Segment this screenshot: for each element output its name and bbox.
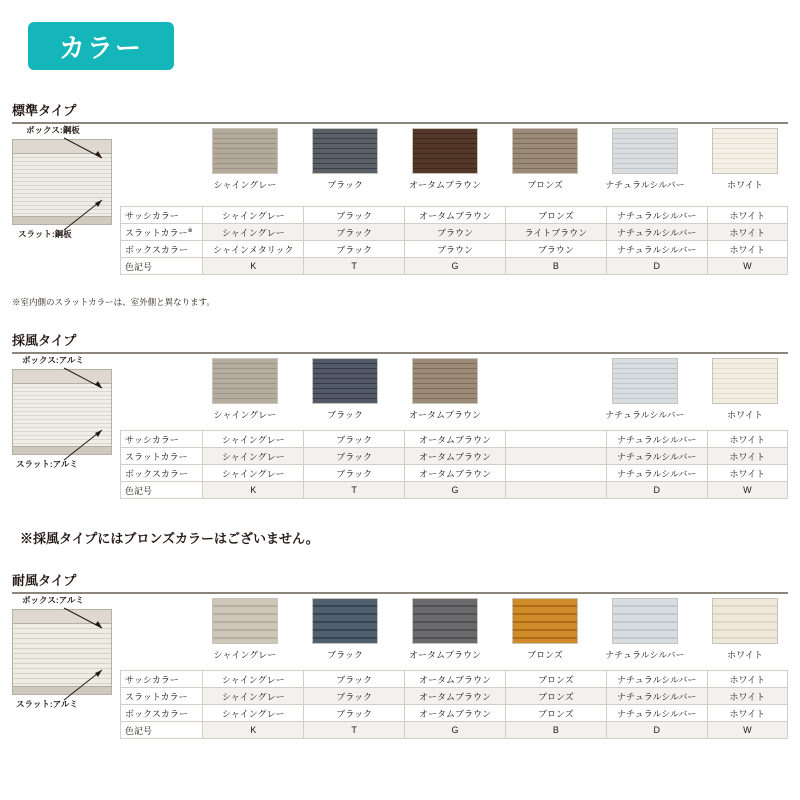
swatch-cell	[395, 598, 495, 661]
swatch-color-natural-silver	[612, 598, 678, 644]
swatch-label: ホワイト	[727, 650, 763, 660]
cell: K	[203, 258, 304, 275]
cell: ホワイト	[707, 688, 787, 705]
swatch-color-white	[712, 358, 778, 404]
swatch-cell	[595, 128, 695, 191]
cell: ブラック	[304, 465, 405, 482]
section-ventilation	[0, 330, 800, 354]
swatch-label: ナチュラルシルバー	[605, 650, 685, 660]
swatch-color-white	[712, 128, 778, 174]
illus-slat-label-standard: スラット:鋼板	[18, 229, 72, 239]
cell: オータムブラウン	[405, 705, 506, 722]
cell: T	[304, 258, 405, 275]
swatch-row-windproof	[195, 598, 795, 661]
cell: G	[405, 258, 506, 275]
swatch-cell	[295, 128, 395, 191]
row-label: サッシカラー	[121, 207, 203, 224]
cell: シャイングレー	[203, 224, 304, 241]
swatch-cell	[195, 358, 295, 421]
cell: ナチュラルシルバー	[606, 688, 707, 705]
table-row	[121, 448, 788, 465]
section-standard	[0, 100, 800, 124]
cell: ナチュラルシルバー	[606, 207, 707, 224]
swatch-cell	[495, 598, 595, 661]
swatch-color-autumn-brown	[412, 128, 478, 174]
cell: B	[505, 258, 606, 275]
spec-table-ventilation	[120, 430, 788, 499]
swatch-color-white	[712, 598, 778, 644]
cell: G	[405, 482, 506, 499]
row-label: ボックスカラー	[121, 241, 203, 258]
section-title-standard: 標準タイプ	[12, 103, 77, 118]
table-row	[121, 224, 788, 241]
cell: K	[203, 722, 304, 739]
cell: ホワイト	[707, 241, 787, 258]
cell: シャイングレー	[203, 448, 304, 465]
swatch-color-bronze	[512, 128, 578, 174]
cell: K	[203, 482, 304, 499]
swatch-color-shine-gray	[212, 598, 278, 644]
cell: ブラウン	[405, 224, 506, 241]
cell: ホワイト	[707, 207, 787, 224]
cell: ホワイト	[707, 448, 787, 465]
spec-table-standard	[120, 206, 788, 275]
swatch-row-ventilation	[195, 358, 795, 421]
cell: シャイングレー	[203, 431, 304, 448]
swatch-label: オータムブラウン	[408, 650, 481, 660]
swatch-label: シャイングレー	[213, 410, 277, 420]
cell: オータムブラウン	[405, 671, 506, 688]
row-label: 色記号	[121, 482, 203, 499]
section-divider	[12, 352, 788, 354]
swatch-color-black	[312, 128, 378, 174]
swatch-color-natural-silver	[612, 128, 678, 174]
cell-empty	[505, 448, 606, 465]
cell: ホワイト	[707, 705, 787, 722]
swatch-cell	[295, 358, 395, 421]
cell: ナチュラルシルバー	[606, 431, 707, 448]
cell: ブロンズ	[505, 671, 606, 688]
swatch-label: ブラック	[327, 410, 363, 420]
row-label-text: スラットカラー	[125, 227, 188, 238]
cell: D	[606, 258, 707, 275]
cell: ブラック	[304, 448, 405, 465]
cell: W	[707, 722, 787, 739]
pointer-arrow-slat-standard	[62, 196, 108, 232]
cell: シャインメタリック	[203, 241, 304, 258]
cell: ブラック	[304, 224, 405, 241]
row-label: 色記号	[121, 258, 203, 275]
table-row	[121, 722, 788, 739]
cell: ホワイト	[707, 431, 787, 448]
cell: ホワイト	[707, 671, 787, 688]
cell: ナチュラルシルバー	[606, 465, 707, 482]
swatch-color-shine-gray	[212, 128, 278, 174]
cell: シャイングレー	[203, 705, 304, 722]
swatch-color-bronze	[512, 598, 578, 644]
swatch-label: ブラック	[327, 180, 363, 190]
table-row	[121, 465, 788, 482]
cell: D	[606, 482, 707, 499]
section-windproof	[0, 570, 800, 594]
swatch-label: シャイングレー	[213, 180, 277, 190]
cell-empty	[505, 465, 606, 482]
row-label: サッシカラー	[121, 431, 203, 448]
swatch-label: オータムブラウン	[408, 410, 481, 420]
row-label	[121, 224, 203, 241]
page-title-badge	[28, 22, 174, 70]
section-title-ventilation: 採風タイプ	[12, 333, 77, 348]
swatch-label: ブラック	[327, 650, 363, 660]
cell: シャイングレー	[203, 671, 304, 688]
swatch-label: オータムブラウン	[408, 180, 481, 190]
section-divider	[12, 592, 788, 594]
cell: オータムブラウン	[405, 431, 506, 448]
table-row	[121, 482, 788, 499]
pointer-arrow-box-ventilation	[62, 366, 108, 392]
cell: シャイングレー	[203, 465, 304, 482]
illus-slat-label-ventilation: スラット:アルミ	[16, 459, 78, 469]
swatch-cell	[295, 598, 395, 661]
cell: W	[707, 482, 787, 499]
cell: ブロンズ	[505, 705, 606, 722]
swatch-row-standard	[195, 128, 795, 191]
swatch-label: シャイングレー	[213, 650, 277, 660]
swatch-label: ブロンズ	[527, 180, 563, 190]
table-row	[121, 705, 788, 722]
swatch-cell	[195, 128, 295, 191]
row-label: サッシカラー	[121, 671, 203, 688]
row-label: ボックスカラー	[121, 705, 203, 722]
cell: ブラック	[304, 431, 405, 448]
swatch-cell	[695, 358, 795, 421]
table-row	[121, 258, 788, 275]
page-title: カラー	[58, 32, 143, 63]
illus-box-label-windproof: ボックス:アルミ	[22, 595, 84, 605]
cell: ブラック	[304, 705, 405, 722]
row-label: スラットカラー	[121, 688, 203, 705]
cell: B	[505, 722, 606, 739]
cell-empty	[505, 431, 606, 448]
cell: オータムブラウン	[405, 207, 506, 224]
cell: ナチュラルシルバー	[606, 705, 707, 722]
cell: T	[304, 722, 405, 739]
cell: シャイングレー	[203, 688, 304, 705]
table-row	[121, 431, 788, 448]
pointer-arrow-box-standard	[62, 136, 108, 162]
swatch-color-natural-silver	[612, 358, 678, 404]
cell-empty	[505, 482, 606, 499]
illus-slat-label-windproof: スラット:アルミ	[16, 699, 78, 709]
illus-box-label-ventilation: ボックス:アルミ	[22, 355, 84, 365]
illus-box-label-standard: ボックス:鋼板	[26, 125, 80, 135]
swatch-label: ブロンズ	[527, 650, 563, 660]
cell: ナチュラルシルバー	[606, 241, 707, 258]
cell: ホワイト	[707, 224, 787, 241]
table-row	[121, 241, 788, 258]
swatch-color-autumn-brown	[412, 598, 478, 644]
cell: ブロンズ	[505, 207, 606, 224]
cell: ライトブラウン	[505, 224, 606, 241]
swatch-label: ホワイト	[727, 410, 763, 420]
cell: G	[405, 722, 506, 739]
swatch-color-black	[312, 358, 378, 404]
cell: W	[707, 258, 787, 275]
swatch-cell	[595, 358, 695, 421]
section-divider	[12, 122, 788, 124]
cell: ブラウン	[405, 241, 506, 258]
row-label-sup: ※	[187, 227, 193, 234]
swatch-cell	[695, 598, 795, 661]
spec-table-windproof	[120, 670, 788, 739]
cell: シャイングレー	[203, 207, 304, 224]
cell: ナチュラルシルバー	[606, 671, 707, 688]
swatch-cell	[395, 128, 495, 191]
swatch-cell	[395, 358, 495, 421]
swatch-cell	[695, 128, 795, 191]
cell: ナチュラルシルバー	[606, 224, 707, 241]
cell: オータムブラウン	[405, 465, 506, 482]
swatch-color-black	[312, 598, 378, 644]
swatch-cell	[595, 598, 695, 661]
pointer-arrow-box-windproof	[62, 606, 108, 632]
cell: ブラック	[304, 688, 405, 705]
note-standard: ※室内側のスラットカラーは、室外側と異なります。	[12, 297, 215, 307]
pointer-arrow-slat-ventilation	[62, 426, 108, 462]
pointer-arrow-slat-windproof	[62, 666, 108, 702]
swatch-label: ナチュラルシルバー	[605, 410, 685, 420]
swatch-cell	[195, 598, 295, 661]
table-row	[121, 688, 788, 705]
swatch-label: ホワイト	[727, 180, 763, 190]
section-title-windproof: 耐風タイプ	[12, 573, 77, 588]
note-ventilation: ※採風タイプにはブロンズカラーはございません。	[20, 531, 319, 546]
row-label: 色記号	[121, 722, 203, 739]
cell: ブラウン	[505, 241, 606, 258]
cell: ブラック	[304, 671, 405, 688]
table-row	[121, 671, 788, 688]
cell: ブロンズ	[505, 688, 606, 705]
cell: ホワイト	[707, 465, 787, 482]
row-label: スラットカラー	[121, 448, 203, 465]
cell: オータムブラウン	[405, 688, 506, 705]
cell: T	[304, 482, 405, 499]
swatch-color-shine-gray	[212, 358, 278, 404]
table-row	[121, 207, 788, 224]
swatch-color-autumn-brown	[412, 358, 478, 404]
swatch-label: ナチュラルシルバー	[605, 180, 685, 190]
cell: ナチュラルシルバー	[606, 448, 707, 465]
swatch-cell-empty	[495, 358, 595, 421]
row-label: ボックスカラー	[121, 465, 203, 482]
cell: ブラック	[304, 241, 405, 258]
swatch-color-empty	[512, 358, 578, 404]
swatch-cell	[495, 128, 595, 191]
cell: D	[606, 722, 707, 739]
cell: ブラック	[304, 207, 405, 224]
cell: オータムブラウン	[405, 448, 506, 465]
